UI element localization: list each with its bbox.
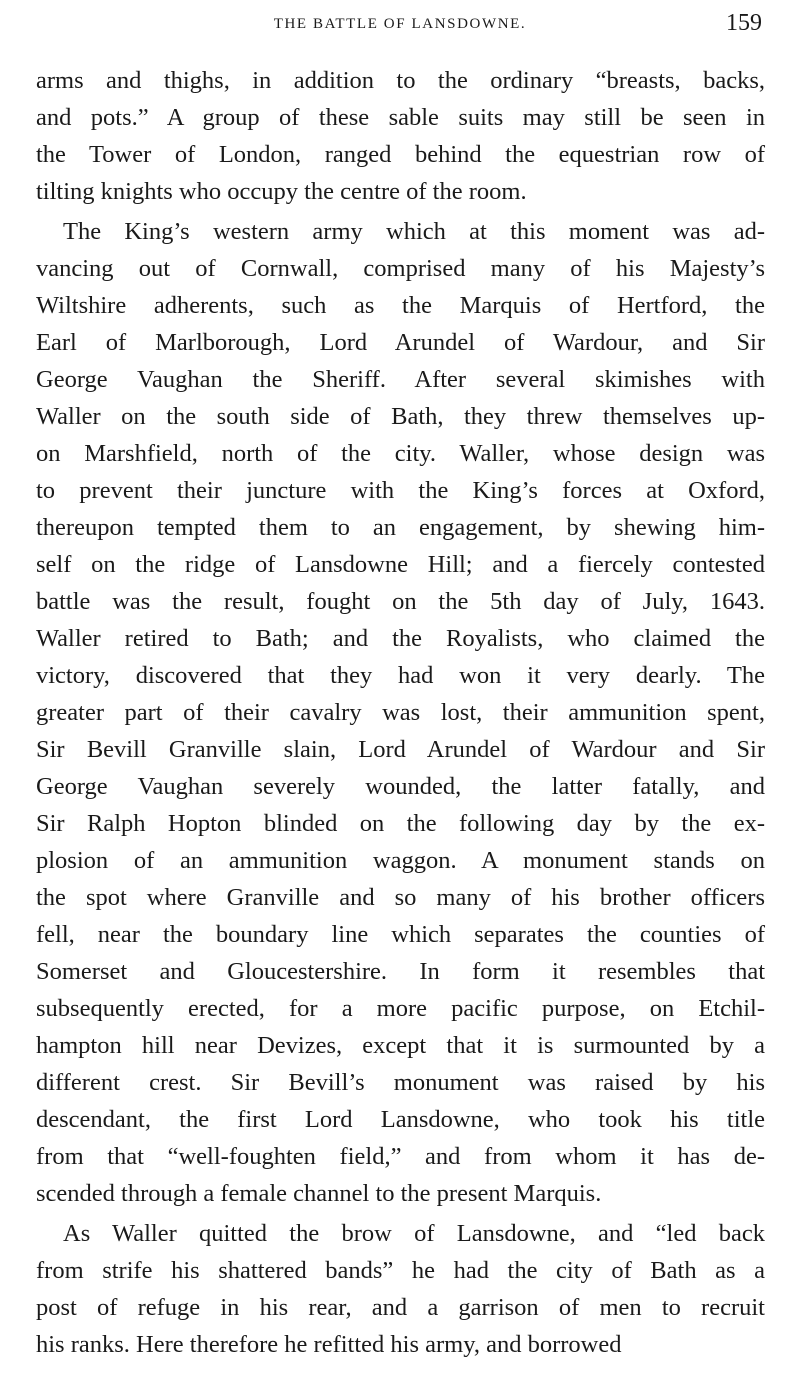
- text-line: different crest. Sir Bevill’s monument was raised by his: [36, 1069, 765, 1096]
- text-line: subsequently erected, for a more pacific purpose, on Etchil-: [36, 995, 765, 1022]
- text-line: plosion of an ammunition waggon. A monument stands on: [36, 847, 765, 874]
- text-line: from that “well-foughten field,” and from whom it has de-: [36, 1143, 765, 1170]
- text-line: Earl of Marlborough, Lord Arundel of Wardour, and Sir: [36, 329, 765, 356]
- text-line: As Waller quitted the brow of Lansdowne, and “led back: [63, 1220, 765, 1247]
- text-line: The King’s western army which at this moment was ad-: [63, 218, 765, 245]
- page-number: 159: [726, 10, 762, 36]
- text-line: Waller on the south side of Bath, they threw themselves up-: [36, 403, 765, 430]
- text-line: Sir Ralph Hopton blinded on the following day by the ex-: [36, 810, 765, 837]
- text-line: Somerset and Gloucestershire. In form it resembles that: [36, 958, 765, 985]
- text-line: victory, discovered that they had won it very dearly. The: [36, 662, 765, 689]
- running-header: [36, 10, 764, 40]
- text-line: self on the ridge of Lansdowne Hill; and a fiercely contested: [36, 551, 765, 578]
- text-line: his ranks. Here therefore he refitted his army, and borrowed: [36, 1331, 622, 1358]
- text-line: from strife his shattered bands” he had the city of Bath as a: [36, 1257, 765, 1284]
- text-line: battle was the result, fought on the 5th day of July, 1643.: [36, 588, 765, 615]
- text-line: Wiltshire adherents, such as the Marquis of Hertford, the: [36, 292, 765, 319]
- text-line: and pots.” A group of these sable suits may still be seen in: [36, 104, 765, 131]
- text-line: arms and thighs, in addition to the ordinary “breasts, backs,: [36, 67, 765, 94]
- text-line: hampton hill near Devizes, except that it is surmounted by a: [36, 1032, 765, 1059]
- text-line: vancing out of Cornwall, comprised many of his Majesty’s: [36, 255, 765, 282]
- text-line: George Vaughan severely wounded, the latter fatally, and: [36, 773, 765, 800]
- paragraph: [36, 213, 765, 1212]
- text-line: fell, near the boundary line which separates the counties of: [36, 921, 765, 948]
- text-line: the Tower of London, ranged behind the equestrian row of: [36, 141, 765, 168]
- body-text: [36, 62, 765, 1366]
- text-line: post of refuge in his rear, and a garrison of men to recruit: [36, 1294, 765, 1321]
- paragraph: [36, 62, 765, 210]
- text-line: on Marshfield, north of the city. Waller, whose design was: [36, 440, 765, 467]
- text-line: George Vaughan the Sheriff. After several skimishes with: [36, 366, 765, 393]
- text-line: scended through a female channel to the present Marquis.: [36, 1180, 602, 1207]
- text-line: thereupon tempted them to an engagement, by shewing him-: [36, 514, 765, 541]
- paragraph: [36, 1215, 765, 1363]
- text-line: greater part of their cavalry was lost, their ammunition spent,: [36, 699, 765, 726]
- text-line: to prevent their juncture with the King’s forces at Oxford,: [36, 477, 765, 504]
- running-title: THE BATTLE OF LANSDOWNE.: [273, 16, 527, 32]
- text-line: descendant, the first Lord Lansdowne, who took his title: [36, 1106, 765, 1133]
- text-line: Sir Bevill Granville slain, Lord Arundel of Wardour and Sir: [36, 736, 765, 763]
- text-line: Waller retired to Bath; and the Royalists, who claimed the: [36, 625, 765, 652]
- text-line: the spot where Granville and so many of his brother officers: [36, 884, 765, 911]
- text-line: tilting knights who occupy the centre of the room.: [36, 178, 527, 205]
